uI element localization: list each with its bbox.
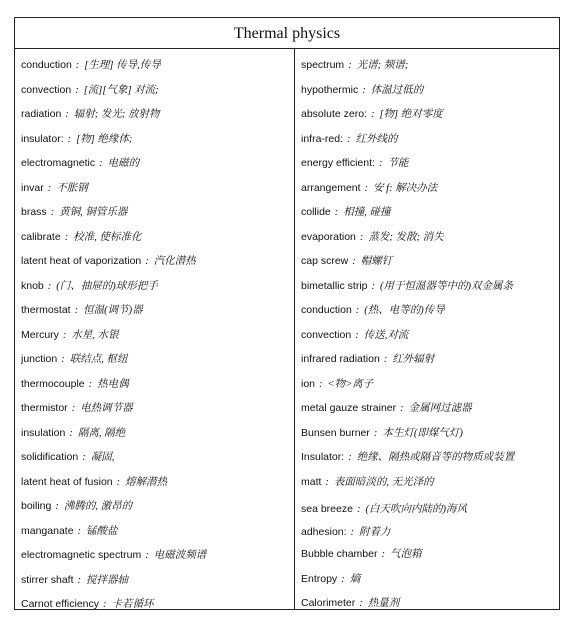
right-column xyxy=(301,53,556,616)
vocab-meaning: (白天吹向内陆的)海风 xyxy=(365,504,467,515)
vocab-meaning: 隔离, 隔绝 xyxy=(77,427,126,439)
left-column xyxy=(21,53,289,617)
vocab-meaning: 电热调节器 xyxy=(80,403,133,414)
vocab-meaning: 凝固, xyxy=(90,452,115,463)
vocab-entry-right-12 xyxy=(301,323,556,348)
column-divider xyxy=(294,49,295,609)
vocab-entry-right-14 xyxy=(301,372,556,397)
vocab-entry-left-18 xyxy=(21,470,289,495)
vocab-meaning: 附着力 xyxy=(359,527,391,538)
vocab-entry-left-3 xyxy=(21,102,289,127)
vocab-meaning: 帽螺钉 xyxy=(360,256,393,267)
vocab-meaning: 热电偶 xyxy=(97,378,129,390)
vocab-term: knob xyxy=(21,279,44,292)
vocab-term: Carnot efficiency xyxy=(21,598,100,610)
vocab-term: Entropy xyxy=(301,572,338,585)
vocab-entry-left-6 xyxy=(21,176,289,201)
vocab-entry-right-13 xyxy=(301,347,556,372)
term-separator: : xyxy=(99,158,103,169)
vocab-term: junction xyxy=(21,353,58,365)
vocab-term: thermocouple xyxy=(21,377,85,390)
vocab-term: conduction xyxy=(301,304,352,316)
vocab-entry-left-14 xyxy=(21,372,289,397)
vocab-term: thermistor xyxy=(21,402,68,414)
term-separator: : xyxy=(347,133,351,145)
vocab-term: solidification xyxy=(21,451,79,463)
term-separator: : xyxy=(355,329,359,341)
vocab-entry-right-6 xyxy=(301,176,556,201)
term-separator: : xyxy=(103,599,107,610)
vocab-entry-right-2 xyxy=(301,78,556,103)
term-separator: : xyxy=(319,378,323,390)
vocab-entry-right-16 xyxy=(301,421,556,446)
vocab-entry-right-15 xyxy=(301,396,556,421)
vocab-entry-right-23 xyxy=(301,591,556,616)
vocab-term: hypothermic xyxy=(301,83,359,96)
vocab-meaning: [物] 绝缘体; xyxy=(76,133,133,145)
vocab-entry-left-17 xyxy=(21,445,289,470)
vocab-term: Bubble chamber xyxy=(301,548,378,560)
vocab-term: spectrum xyxy=(301,59,345,71)
vocab-term: arrangement xyxy=(301,181,361,194)
term-separator: : xyxy=(359,598,363,609)
term-separator: : xyxy=(71,403,76,414)
vocab-entry-right-17 xyxy=(301,445,556,470)
vocab-entry-left-12 xyxy=(21,323,289,348)
vocab-entry-left-19 xyxy=(21,494,289,519)
term-separator: : xyxy=(75,84,79,96)
vocab-entry-left-23 xyxy=(21,592,289,617)
vocab-meaning: 恒温(调节)器 xyxy=(83,305,143,316)
vocab-entry-left-20 xyxy=(21,519,289,544)
vocab-meaning: 金属网过滤器 xyxy=(408,403,472,414)
vocab-term: electromagnetic xyxy=(21,157,96,169)
vocab-term: infra-red: xyxy=(301,132,344,145)
vocab-meaning: 体温过低的 xyxy=(370,84,424,96)
term-separator: : xyxy=(47,182,52,194)
term-separator: : xyxy=(400,403,404,414)
vocab-entry-right-4 xyxy=(301,127,556,152)
vocab-entry-left-21 xyxy=(21,543,289,568)
term-separator: : xyxy=(50,207,55,218)
term-separator: : xyxy=(364,182,369,194)
vocab-term: invar xyxy=(21,181,44,194)
vocab-term: Bunsen burner xyxy=(301,426,370,439)
vocab-term: Calorimeter xyxy=(301,597,356,609)
vocab-entry-left-13 xyxy=(21,347,289,372)
vocab-entry-left-8 xyxy=(21,225,289,250)
vocab-entry-left-16 xyxy=(21,421,289,446)
vocab-meaning: (用于恒温器等中的)双金属条 xyxy=(380,280,514,292)
term-separator: : xyxy=(74,305,79,316)
vocab-meaning: 节能 xyxy=(387,158,409,169)
vocab-entry-left-9 xyxy=(21,249,289,274)
vocab-meaning: 联结点, 枢纽 xyxy=(69,354,128,365)
vocab-entry-left-7 xyxy=(21,200,289,225)
vocab-term: thermostat xyxy=(21,304,71,316)
term-separator: : xyxy=(145,550,149,561)
vocab-meaning: 锰酸盐 xyxy=(86,525,118,537)
vocab-entry-right-9 xyxy=(301,249,556,274)
vocab-term: insulation xyxy=(21,426,66,439)
vocab-meaning: 热量剂 xyxy=(367,598,400,609)
vocab-term: latent heat of fusion xyxy=(21,475,113,488)
vocab-term: sea breeze xyxy=(301,503,353,515)
term-separator: : xyxy=(334,207,339,218)
vocab-meaning: 红外辐射 xyxy=(392,354,435,365)
term-separator: : xyxy=(75,60,80,71)
vocab-meaning: 绝缘、隔热或隔音等的物质或装置 xyxy=(356,452,515,463)
term-separator: : xyxy=(65,109,69,120)
vocab-entry-right-3 xyxy=(301,102,556,127)
vocab-entry-right-1 xyxy=(301,53,556,78)
vocab-term: brass xyxy=(21,206,47,218)
term-separator: : xyxy=(370,109,375,120)
term-separator: : xyxy=(116,476,121,488)
term-separator: : xyxy=(55,501,59,512)
term-separator: : xyxy=(362,84,366,96)
vocab-meaning: 汽化潜热 xyxy=(153,256,196,267)
vocab-term: convection xyxy=(21,83,72,96)
term-separator: : xyxy=(350,527,355,538)
vocab-meaning: 熵 xyxy=(349,573,361,585)
term-separator: : xyxy=(383,354,388,365)
term-separator: : xyxy=(359,231,364,243)
vocabulary-table xyxy=(14,17,560,610)
vocab-meaning: 搅拌器轴 xyxy=(86,574,129,586)
vocab-entry-left-11 xyxy=(21,298,289,323)
term-separator: : xyxy=(355,305,360,316)
vocab-meaning: 卡若循环 xyxy=(111,599,154,610)
vocab-entry-right-20 xyxy=(301,522,556,542)
vocab-entry-right-19 xyxy=(301,494,556,522)
term-separator: : xyxy=(61,354,65,365)
vocab-entry-right-21 xyxy=(301,542,556,567)
vocab-meaning: 传送,对流 xyxy=(363,329,409,341)
vocab-entry-right-8 xyxy=(301,225,556,250)
vocab-entry-right-18 xyxy=(301,470,556,495)
vocab-entry-right-10 xyxy=(301,274,556,299)
vocab-meaning: 黄铜, 铜管乐器 xyxy=(59,207,128,218)
term-separator: : xyxy=(47,280,52,292)
vocab-term: radiation xyxy=(21,108,62,120)
vocab-entry-left-15 xyxy=(21,396,289,421)
term-separator: : xyxy=(145,256,149,267)
vocab-meaning: 不胀钢 xyxy=(56,182,88,194)
vocab-term: absolute zero: xyxy=(301,108,367,120)
vocab-entry-right-11 xyxy=(301,298,556,323)
vocab-meaning: (热、电等的)传导 xyxy=(364,305,445,316)
term-separator: : xyxy=(378,158,383,169)
vocab-entry-right-22 xyxy=(301,567,556,592)
vocab-term: energy efficient: xyxy=(301,157,375,169)
vocab-meaning: 熔解潜热 xyxy=(125,476,168,488)
term-separator: : xyxy=(69,427,73,439)
vocab-entry-left-2 xyxy=(21,78,289,103)
vocab-meaning: 校准, 使标准化 xyxy=(73,231,142,243)
vocab-term: infrared radiation xyxy=(301,353,380,365)
vocab-meaning: 沸腾的, 激昂的 xyxy=(63,501,133,512)
vocab-term: metal gauze strainer xyxy=(301,402,397,414)
vocab-term: latent heat of vaporization xyxy=(21,255,142,267)
vocab-meaning: 安 f: 解决办法 xyxy=(373,182,438,194)
vocab-term: convection xyxy=(301,328,352,341)
term-separator: : xyxy=(88,378,93,390)
vocab-term: boiling xyxy=(21,500,52,512)
term-separator: : xyxy=(373,427,378,439)
vocab-term: Mercury xyxy=(21,328,59,341)
vocab-term: insulator: xyxy=(21,132,64,145)
vocab-term: Insulator: xyxy=(301,451,345,463)
vocab-meaning: 水星, 水银 xyxy=(71,329,119,341)
vocab-term: calibrate xyxy=(21,230,61,243)
vocab-term: ion xyxy=(301,377,316,390)
vocab-entry-right-5 xyxy=(301,151,556,176)
vocab-meaning: 相撞, 碰撞 xyxy=(343,207,391,218)
table-title: Thermal physics xyxy=(15,18,559,49)
vocab-meaning: [生理] 传导,传导 xyxy=(84,60,161,71)
vocab-meaning: (门、抽屉的)球形把手 xyxy=(56,280,158,292)
vocab-entry-left-10 xyxy=(21,274,289,299)
vocab-meaning: 电磁的 xyxy=(107,158,140,169)
vocab-meaning: [物] 绝对零度 xyxy=(379,109,443,120)
term-separator: : xyxy=(348,452,352,463)
vocab-term: bimetallic strip xyxy=(301,279,368,292)
term-separator: : xyxy=(67,133,72,145)
term-separator: : xyxy=(64,231,69,243)
vocab-term: stirrer shaft xyxy=(21,573,74,586)
vocab-meaning: 蒸发; 发散; 消失 xyxy=(368,231,444,243)
vocab-meaning: 红外线的 xyxy=(355,133,398,145)
vocab-term: adhesion: xyxy=(301,526,347,538)
term-separator: : xyxy=(82,452,86,463)
vocab-entry-left-5 xyxy=(21,151,289,176)
term-separator: : xyxy=(371,280,376,292)
vocab-term: electromagnetic spectrum xyxy=(21,549,142,561)
vocab-term: manganate xyxy=(21,524,74,537)
term-separator: : xyxy=(348,60,352,71)
vocab-entry-left-4 xyxy=(21,127,289,152)
vocab-meaning: 气泡箱 xyxy=(389,549,422,560)
vocab-entry-left-1 xyxy=(21,53,289,78)
vocab-meaning: <物>离子 xyxy=(327,378,374,390)
term-separator: : xyxy=(381,549,385,560)
vocab-meaning: 表面暗淡的, 无光泽的 xyxy=(333,476,434,488)
vocab-term: evaporation xyxy=(301,230,356,243)
vocab-term: collide xyxy=(301,206,331,218)
vocab-term: conduction xyxy=(21,59,72,71)
vocab-entry-right-7 xyxy=(301,200,556,225)
term-separator: : xyxy=(77,525,82,537)
term-separator: : xyxy=(62,329,67,341)
term-separator: : xyxy=(77,574,82,586)
vocab-meaning: [流][气象] 对流; xyxy=(83,84,159,96)
vocab-meaning: 光谱; 频谱; xyxy=(356,60,409,71)
term-separator: : xyxy=(341,573,345,585)
vocab-entry-left-22 xyxy=(21,568,289,593)
vocab-meaning: 电磁波频谱 xyxy=(153,550,207,561)
vocab-term: cap screw xyxy=(301,255,349,267)
vocab-meaning: 本生灯(即煤气灯) xyxy=(382,427,463,439)
term-separator: : xyxy=(356,504,361,515)
vocab-meaning: 辐射; 发光; 放射物 xyxy=(73,109,160,120)
vocab-term: matt xyxy=(301,475,322,488)
term-separator: : xyxy=(352,256,356,267)
term-separator: : xyxy=(325,476,329,488)
